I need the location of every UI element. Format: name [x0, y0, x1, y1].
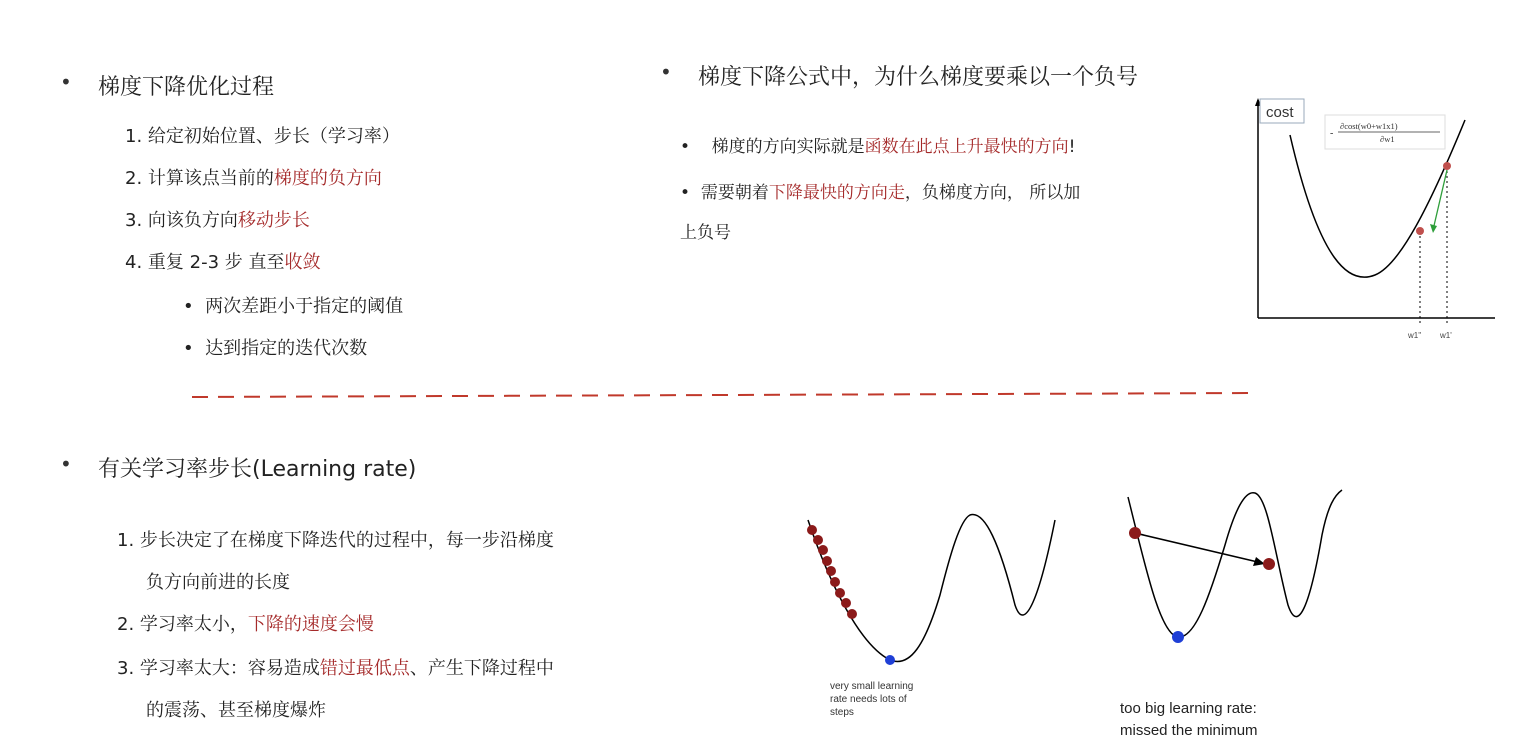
step-highlight: 梯度的负方向: [273, 168, 382, 189]
step-text: 计算该点当前的: [147, 168, 274, 189]
section-heading-gd-process: 梯度下降优化过程: [98, 75, 275, 100]
big-lr-figure: [1110, 485, 1360, 745]
sub-bullet-1: [183, 292, 403, 318]
point-w1p: [1443, 162, 1451, 170]
step-number: 2.: [125, 168, 143, 189]
step-point: [835, 588, 845, 598]
item-text: 学习率太大：容易造成: [139, 658, 320, 679]
step-text: 向该负方向: [147, 210, 238, 231]
step-point: [847, 609, 857, 619]
minimum-point: [885, 655, 895, 665]
overshoot-arrow: [1135, 533, 1262, 563]
reason-line-1: [680, 132, 1075, 157]
caption-line-3: steps: [830, 707, 854, 718]
item-text: 、产生下降过程中: [409, 658, 554, 679]
overshoot-point: [1263, 558, 1275, 570]
reason-text: 梯度的方向实际就是: [711, 137, 865, 157]
lr-item-2: [117, 610, 374, 636]
formula-numerator: ∂cost(w0+w1x1): [1340, 121, 1398, 131]
step-point: [813, 535, 823, 545]
item-text: 学习率太小，: [139, 614, 248, 635]
formula-denominator: ∂w1: [1380, 134, 1395, 144]
tangent-arrowhead: [1430, 224, 1437, 233]
step-text: 重复 2-3 步 直至: [147, 252, 285, 273]
loss-curve-small-lr: [808, 515, 1055, 662]
section-heading-learning-rate: 有关学习率步长(Learning rate): [98, 457, 417, 482]
reason-text: !: [1068, 137, 1076, 157]
item-number: 3.: [117, 658, 135, 679]
section-divider: [190, 390, 1255, 404]
caption-line-2: rate needs lots of: [830, 694, 907, 705]
bullet-dot: •: [60, 70, 72, 94]
lr-item-3-line2: 的震荡、甚至梯度爆炸: [146, 700, 326, 721]
reason-text: 需要朝着: [700, 183, 769, 203]
step-point: [830, 577, 840, 587]
item-highlight: 错过最低点: [319, 658, 410, 679]
loss-curve-big-lr: [1128, 490, 1342, 637]
step-4: [125, 248, 321, 274]
sub-bullet-text: 达到指定的迭代次数: [205, 338, 368, 359]
minimum-point: [1172, 631, 1184, 643]
cost-curve-figure: [1250, 95, 1500, 350]
reason-text: ，负梯度方向， 所以加: [904, 183, 1081, 203]
ylabel-text: cost: [1266, 104, 1294, 121]
step-point: [841, 598, 851, 608]
step-1: [125, 122, 400, 148]
step-number: 1.: [125, 126, 143, 147]
reason-line-2: [680, 178, 1080, 203]
reason-highlight: 函数在此点上升最快的方向: [864, 137, 1069, 157]
step-point: [826, 566, 836, 576]
item-highlight: 下降的速度会慢: [247, 614, 374, 635]
step-point: [807, 525, 817, 535]
sub-bullet-text: 两次差距小于指定的阈值: [205, 296, 404, 317]
step-2: [125, 164, 382, 190]
tick-w1p: w1': [1440, 331, 1452, 340]
step-text: 给定初始位置、步长（学习率）: [147, 126, 400, 147]
lr-item-1-line1: [117, 526, 554, 552]
bullet-dot: •: [60, 452, 72, 476]
bullet-dot: •: [680, 183, 691, 203]
formula-minus: -: [1330, 128, 1334, 139]
start-point: [1129, 527, 1141, 539]
step-point: [822, 556, 832, 566]
bullet-dot: •: [680, 137, 691, 157]
step-number: 4.: [125, 252, 143, 273]
lr-item-3-line1: [117, 654, 554, 680]
caption-line-2: missed the minimum: [1120, 722, 1258, 739]
item-text: 步长决定了在梯度下降迭代的过程中，每一步沿梯度: [139, 530, 554, 551]
step-highlight: 移动步长: [237, 210, 310, 231]
step-highlight: 收敛: [284, 252, 321, 273]
sub-bullet-2: [183, 334, 367, 360]
bullet-dot: •: [660, 60, 672, 84]
point-w1pp: [1416, 227, 1424, 235]
item-number: 1.: [117, 530, 135, 551]
reason-highlight: 下降最快的方向走: [768, 183, 905, 203]
bullet-dot: •: [183, 296, 194, 317]
step-3: [125, 206, 310, 232]
item-number: 2.: [117, 614, 135, 635]
lr-item-1-line2: 负方向前进的长度: [146, 572, 290, 593]
bullet-dot: •: [183, 338, 194, 359]
section-heading-negative-sign: 梯度下降公式中，为什么梯度要乘以一个负号: [698, 65, 1139, 90]
small-lr-figure: [800, 505, 1070, 735]
step-number: 3.: [125, 210, 143, 231]
caption-line-1: too big learning rate:: [1120, 700, 1257, 717]
step-point: [818, 545, 828, 555]
caption-line-1: very small learning: [830, 681, 914, 692]
reason-line-3: 上负号: [680, 223, 731, 243]
tick-w1pp: w1'': [1408, 331, 1422, 340]
